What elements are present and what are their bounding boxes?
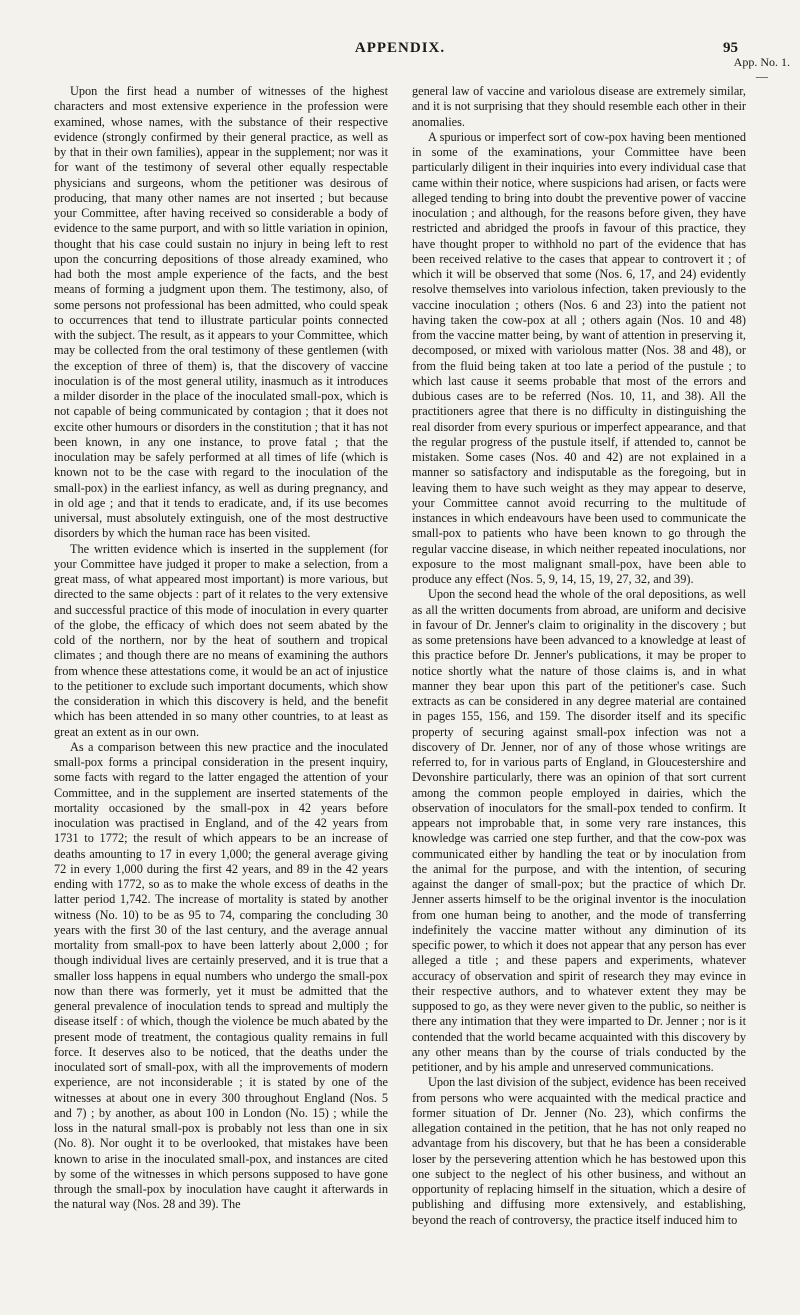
margin-note-dash: — (755, 69, 768, 83)
page-number: 95 (723, 40, 738, 56)
margin-note-label: App. No. 1. (733, 55, 790, 69)
paragraph: Upon the second head the whole of the oral depositions, as well as all the written documents from abroad, are uniform and decisive in favour of Dr. Jenner's claim to originality in the discovery ; but as some pretensions have been advanced to a knowledge at least of this practice before Dr. Jenner's publications, it may be proper to notice shortly what the nature of those claims is, and in what manner they bear upon this part of the petitioner's case. Such extracts as can be considered in any degree material are contained in pages 155, 156, and 159. The disorder itself and its specific property of securing against small-pox infection was not a discovery of Dr. Jenner, nor of any of those whose writings are referred to, for in various parts of England, in Gloucestershire and Devonshire particularly, there was an opinion of that sort current among the common people employed in dairies, which the observation of inoculators for the small-pox tended to confirm. It appears not improbable that, in some very rare instances, this knowledge was carried one step further, and that the cow-pox was communicated either by handling the teat or by inoculation from the animal for the purpose, and with the intention, of securing against the danger of small-pox; but the practice of which Dr. Jenner asserts himself to be the original inventor is the inoculation from one human being to another, and the mode of transferring indefinitely the vaccine matter without any diminution of its specific power, to which it does not appear that any person has ever alleged a title ; and these papers and experiments, whatever accuracy of observation and spirit of research they may evince in their respective authors, and to whatever extent they may be supposed to go, as they were never given to the public, so neither is there any intimation that they were imparted to Dr. Jenner ; nor is it contended that the world became acquainted with this discovery by any other means than by the course of trials conducted by the petitioner, and by his ample and unreserved communications. (412, 587, 746, 1074)
paragraph: general law of vaccine and variolous disease are extremely similar, and it is not surprising that they should resemble each other in their anomalies. (412, 84, 746, 129)
right-column (412, 84, 746, 1228)
paragraph: Upon the last division of the subject, evidence has been received from persons who were acquainted with the medical practice and former situation of Dr. Jenner (No. 23), which confirms the allegation contained in the petition, that he has not only reaped no advantage from his discovery, but that he has been a considerable loser by the persevering attention which he has bestowed upon this one subject to the neglect of his other business, and without an opportunity of replacing himself in the situation, which a desire of publishing and diffusing more extensively, and establishing, beyond the reach of controversy, the practice itself induced him to (412, 1075, 746, 1227)
paragraph: The written evidence which is inserted in the supplement (for your Committee have judged it proper to make a selection, from a great mass, of what appeared most important) is more various, but directed to the same objects : part of it relates to the very extensive and successful practice of this mode of inoculation in every quarter of the globe, the efficacy of which does not seem abated by the cold of the northern, nor by the heat of southern and tropical climates ; and though there are no means of examining the authors from whence these attestations come, it would be an act of injustice to the petitioner to exclude such important documents, which show the consideration in which this discovery is held, and the benefit which has been attended in so many other countries, to at least as great an extent as in our own. (54, 541, 388, 739)
paragraph: A spurious or imperfect sort of cow-pox having been mentioned in some of the examinations, your Committee have been particularly diligent in their inquiries into every individual case that came within their notice, where suspicions had arisen, or facts were alleged tending to bring into doubt the preventive power of vaccine inoculation ; and although, for the reasons before given, they have restricted and abridged the proofs in favour of this practice, they have thought proper to withhold no part of the evidence that has been received relative to the cases that appear to controvert it ; of which it will be observed that some (Nos. 6, 17, and 24) evidently resolve themselves into variolous infection, taken previously to the vaccine inoculation ; others (Nos. 6 and 23) into the patient not having taken the cow-pox at all ; others again (Nos. 10 and 48) from the vaccine matter being, by want of attention in preserving it, decomposed, or mixed with variolous matter (Nos. 38 and 48), or from the fluid being taken at too late a period of the pustule ; to which last cause it seems probable that most of the errors and dubious cases are to be referred (Nos. 10, 11, and 38). All the practitioners agree that there is no difficulty in distinguishing the real disorder from every spurious or imperfect appearance, and that the regular progress of the pustule itself, if attended to, cannot be mistaken. Some cases (Nos. 40 and 42) are not explained in a manner so satisfactory and indisputable as the foregoing, but in leaving them to have such weight as they may appear to deserve, your Committee cannot avoid recurring to the multitude of instances in which endeavours have been used to communicate the small-pox to patients who have been known to go through the regular vaccine disease, in which neither repeated inoculations, nor exposure to the most malignant small-pox, have been able to produce any effect (Nos. 5, 9, 14, 15, 19, 27, 32, and 39). (412, 129, 746, 586)
running-header: APPENDIX. (354, 40, 446, 56)
left-column (54, 84, 388, 1213)
paragraph: As a comparison between this new practice and the inoculated small-pox forms a principal consideration in the present inquiry, some facts with regard to the latter engaged the attention of your Committee, and in the supplement are inserted statements of the mortality occasioned by the small-pox in 42 years before inoculation was practised in England, and of the 42 years from 1731 to 1772; the result of which appears to be an increase of deaths amounting to 17 in every 1,000; the general average giving 72 in every 1,000 during the first 42 years, and 89 in the 42 years ending with 1772, so as to make the whole excess of deaths in the latter period 1,742. The increase of mortality is stated by another witness (No. 10) to be as 95 to 74, comparing the concluding 30 years with the first 30 of the last century, and the average annual mortality from small-pox to have been latterly about 2,000 ; for though individual lives are certainly preserved, and it is true that a smaller loss happens in equal numbers who undergo the small-pox now than there was formerly, yet it must be admitted that the general prevalence of inoculation tends to spread and multiply the disease itself : of which, though the violence be much abated by the present mode of treatment, the contagious quality remains in full force. It deserves also to be noticed, that the deaths under the inoculated sort of small-pox, with all the improvements of modern experience, are not inconsiderable ; it is stated by one of the witnesses at about one in every 300 throughout England (Nos. 5 and 7) ; by another, as about 100 in London (No. 15) ; while the loss in the natural small-pox is probably not less than one in six (No. 8). Nor ought it to be overlooked, that mistakes have been known to arise in the inoculated small-pox, and instances are cited by some of the witnesses in which persons supposed to have gone through the small-pox by inoculation have caught it afterwards in the natural way (Nos. 28 and 39). The (54, 739, 388, 1212)
paragraph: Upon the first head a number of witnesses of the highest characters and most extensive experience in the profession were examined, whose names, with the substance of their respective evidence (strongly confirmed by their general practice, as well as by that in their own families), appear in the supplement; nor was it for want of the testimony of several other equally respectable physicians and surgeons, whom the petitioner was desirous of producing, that many other names are not inserted ; but because your Committee, after having received so considerable a body of evidence to the same purport, and with so little variation in opinion, thought that his case could sustain no injury in being left to rest upon the concurring depositions of those already examined, who had both the most ample experience of the facts, and the best means of forming a judgment upon them. The testimony, also, of some persons not professional has been admitted, who could speak to occurrences that tend to illustrate particular points connected with the subject. The result, as it appears to your Committee, which may be collected from the oral testimony of these gentlemen (with the exception of three of them) is, that the discovery of vaccine inoculation is of the most general utility, inasmuch as it introduces a milder disorder in the place of the inoculated small-pox, which is not capable of being communicated by contagion ; that it does not excite other humours or disorders in the constitution ; that it has not been known, in any one instance, to prove fatal ; that the inoculation may be safely performed at all times of life (which is known not to be the case with regard to the inoculation of the small-pox) in the earliest infancy, as well as during pregnancy, and in old age ; and that it tends to eradicate, and, if its use becomes universal, must absolutely extinguish, one of the most destructive disorders by which the human race has been visited. (54, 84, 388, 541)
margin-note (734, 56, 790, 82)
